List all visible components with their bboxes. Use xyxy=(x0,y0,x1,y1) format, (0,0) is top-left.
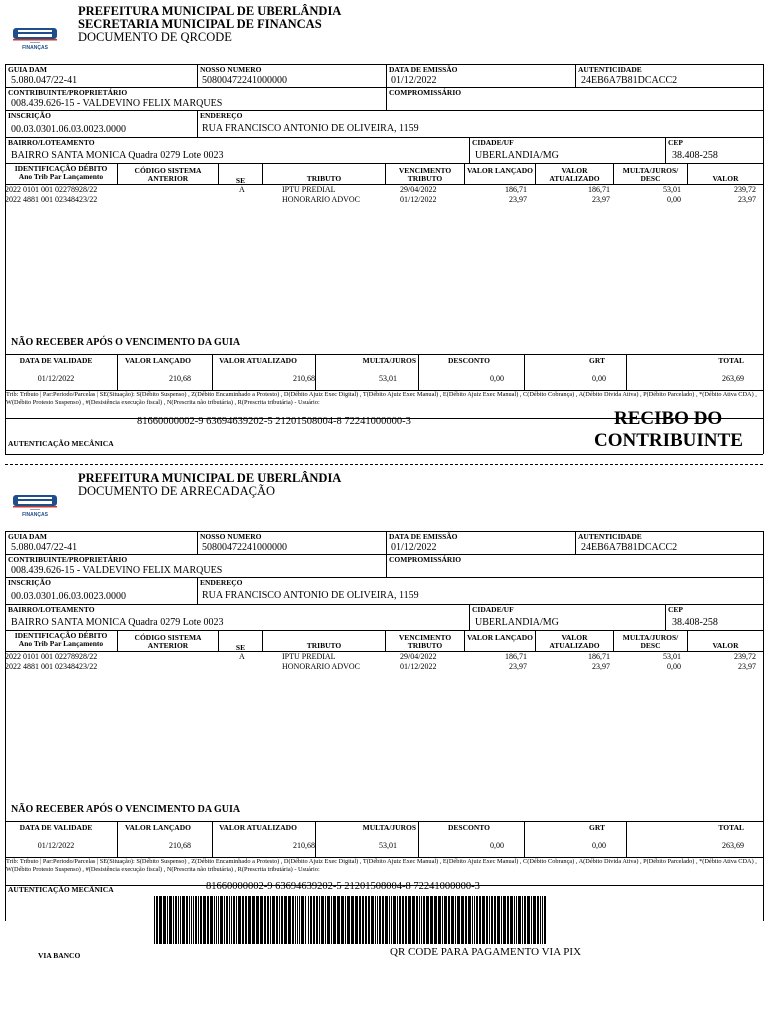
compromissario-label: COMPROMISSÁRIO xyxy=(389,88,462,97)
endereco-value: RUA FRANCISCO ANTONIO DE OLIVEIRA, 1159 xyxy=(202,590,419,601)
autenticidade-label: AUTENTICIDADE xyxy=(578,65,642,74)
th-total-atualizado: VALOR ATUALIZADO xyxy=(219,356,297,365)
guia-label: GUIA DAM xyxy=(8,532,47,541)
qr-caption: QR CODE PARA PAGAMENTO VIA PIX xyxy=(390,946,582,958)
total-data-validade: 01/12/2022 xyxy=(37,374,75,383)
emissao-value: 01/12/2022 xyxy=(391,542,437,553)
org-title: PREFEITURA MUNICIPAL DE UBERLÂNDIA xyxy=(78,471,342,485)
rule-line xyxy=(5,163,763,164)
column-line xyxy=(469,137,470,163)
uberlandia-logo xyxy=(12,27,58,51)
cidade-label: CIDADE/UF xyxy=(472,605,514,614)
row-vencimento: 01/12/2022 xyxy=(400,662,437,671)
row-valor: 239,72 xyxy=(734,652,756,661)
th-desconto: DESCONTO xyxy=(448,356,490,365)
legend-siglas: Trib: Tributo | Par:Periodo/Parcelas | SE(Situação): S(Débito Suspenso) , Z(Débito Encaminhado a Protesto) , D(Débito Ajuiz Exec Digital) , T(Débito Ajuiz Exec Manual) , E(Débito Ajuiz Exec Manual) , C(Débito Cobrança) , A(Débito Divida Ativa) , P(Débito Parcelado) , *(Débito Ativa CDA) , W(Débito Protesto Suspenso) , #(Desistência execução fiscal) , N(Prescrita não tributária) , R(Prescrita tributária) - Usuário: xyxy=(6,858,757,873)
autenticacao-mecanica: AUTENTICAÇÃO MECÂNICA xyxy=(8,885,114,894)
th-data-validade: DATA DE VALIDADE xyxy=(19,356,93,365)
guia-value: 5.080.047/22-41 xyxy=(11,542,78,553)
cep-label: CEP xyxy=(668,138,683,147)
row-vencimento: 29/04/2022 xyxy=(400,652,437,661)
th-identificacao: IDENTIFICAÇÃO DÉBITO xyxy=(14,631,108,640)
th-multa-juros: MULTA/JUROS/ DESC xyxy=(622,633,679,650)
rule-line xyxy=(5,137,763,138)
via-banco: VIA BANCO xyxy=(38,951,81,960)
nosso-numero-value: 50800472241000000 xyxy=(202,542,287,553)
row-tributo: HONORARIO ADVOC xyxy=(282,195,361,204)
total-grt: 0,00 xyxy=(592,374,606,383)
column-line xyxy=(386,87,387,110)
row-valor-atualizado: 186,71 xyxy=(588,185,610,194)
svg-text:FINANÇAS: FINANÇAS xyxy=(22,512,48,518)
th-identificacao: IDENTIFICAÇÃO DÉBITO xyxy=(14,164,108,173)
uberlandia-logo xyxy=(12,494,58,518)
row-identificacao: 2022 0101 001 02278928/22 xyxy=(5,185,98,194)
column-line xyxy=(197,531,198,554)
autenticidade-value: 24EB6A7B81DCACC2 xyxy=(581,75,678,86)
compromissario-label: COMPROMISSÁRIO xyxy=(389,555,462,564)
row-valor-lancado: 186,71 xyxy=(505,652,527,661)
row-vencimento: 29/04/2022 xyxy=(400,185,437,194)
recibo-subtitle: CONTRIBUINTE xyxy=(594,430,743,451)
total-geral: 263,69 xyxy=(722,374,744,383)
th-total-lancado: VALOR LANÇADO xyxy=(125,356,191,365)
contribuinte-value: 008.439.626-15 - VALDEVINO FELIX MARQUES xyxy=(11,98,223,109)
column-line xyxy=(197,64,198,87)
autenticidade-label: AUTENTICIDADE xyxy=(578,532,642,541)
emissao-label: DATA DE EMISSÃO xyxy=(389,532,458,541)
barcode xyxy=(154,896,548,944)
row-valor-atualizado: 186,71 xyxy=(588,652,610,661)
row-valor: 23,97 xyxy=(738,195,756,204)
th-total-atualizado: VALOR ATUALIZADO xyxy=(219,823,297,832)
row-valor-lancado: 23,97 xyxy=(509,662,527,671)
th-total-multa: MULTA/JUROS xyxy=(362,823,416,832)
th-total: TOTAL xyxy=(718,823,744,832)
row-multa-juros: 0,00 xyxy=(667,195,681,204)
inscricao-label: INSCRIÇÃO xyxy=(8,578,51,587)
emissao-value: 01/12/2022 xyxy=(391,75,437,86)
contribuinte-value: 008.439.626-15 - VALDEVINO FELIX MARQUES xyxy=(11,565,223,576)
endereco-label: ENDEREÇO xyxy=(200,111,243,120)
column-line xyxy=(386,554,387,577)
th-se: SE xyxy=(235,643,246,652)
row-valor: 23,97 xyxy=(738,662,756,671)
contribuinte-label: CONTRIBUINTE/PROPRIETÁRIO xyxy=(8,555,128,564)
column-line xyxy=(197,110,198,137)
column-line xyxy=(575,64,576,87)
linha-digitavel: 81660000002-9 63694639202-5 21201508004-8 72241000000-3 xyxy=(137,416,411,427)
cidade-value: UBERLANDIA/MG xyxy=(475,617,559,628)
row-valor-lancado: 23,97 xyxy=(509,195,527,204)
th-tributo: TRIBUTO xyxy=(306,174,342,183)
document-type: DOCUMENTO DE ARRECADAÇÃO xyxy=(78,484,276,498)
row-identificacao: 2022 4881 001 02348423/22 xyxy=(5,195,98,204)
th-valor-lancado: VALOR LANÇADO xyxy=(467,633,533,642)
row-multa-juros: 53,01 xyxy=(663,652,681,661)
row-valor-atualizado: 23,97 xyxy=(592,662,610,671)
nosso-numero-label: NOSSO NUMERO xyxy=(200,65,262,74)
th-vencimento: VENCIMENTO TRIBUTO xyxy=(398,633,452,650)
th-grt: GRT xyxy=(589,823,605,832)
th-tributo: TRIBUTO xyxy=(306,641,342,650)
row-tributo: IPTU PREDIAL xyxy=(282,185,336,194)
th-valor-lancado: VALOR LANÇADO xyxy=(467,166,533,175)
th-se: SE xyxy=(235,176,246,185)
row-identificacao: 2022 4881 001 02348423/22 xyxy=(5,662,98,671)
svg-text:FINANÇAS: FINANÇAS xyxy=(22,45,48,51)
total-data-validade: 01/12/2022 xyxy=(37,841,75,850)
logo-emblem xyxy=(12,494,58,518)
cidade-value: UBERLANDIA/MG xyxy=(475,150,559,161)
total-multa-juros: 53,01 xyxy=(379,841,397,850)
row-tributo: IPTU PREDIAL xyxy=(282,652,336,661)
cidade-label: CIDADE/UF xyxy=(472,138,514,147)
bairro-value: BAIRRO SANTA MONICA Quadra 0279 Lote 0023 xyxy=(11,150,224,161)
th-valor: VALOR xyxy=(712,174,739,183)
logo-emblem xyxy=(12,27,58,51)
th-multa-juros: MULTA/JUROS/ DESC xyxy=(622,166,679,183)
endereco-value: RUA FRANCISCO ANTONIO DE OLIVEIRA, 1159 xyxy=(202,123,419,134)
th-vencimento: VENCIMENTO TRIBUTO xyxy=(398,166,452,183)
total-valor-lancado: 210,68 xyxy=(169,841,191,850)
autenticidade-value: 24EB6A7B81DCACC2 xyxy=(581,542,678,553)
column-line xyxy=(386,64,387,87)
frame-top xyxy=(5,64,763,65)
total-desconto: 0,00 xyxy=(490,374,504,383)
rule-line xyxy=(5,354,763,355)
row-multa-juros: 53,01 xyxy=(663,185,681,194)
th-grt: GRT xyxy=(589,356,605,365)
rule-line xyxy=(5,110,763,111)
inscricao-label: INSCRIÇÃO xyxy=(8,111,51,120)
rule-line xyxy=(5,577,763,578)
row-se: A xyxy=(239,185,245,194)
th-data-validade: DATA DE VALIDADE xyxy=(19,823,93,832)
rule-line xyxy=(5,630,763,631)
column-line xyxy=(197,577,198,604)
cep-value: 38.408-258 xyxy=(672,617,718,628)
rule-line xyxy=(5,604,763,605)
bairro-label: BAIRRO/LOTEAMENTO xyxy=(8,138,95,147)
endereco-label: ENDEREÇO xyxy=(200,578,243,587)
autenticacao-mecanica: AUTENTICAÇÃO MECÂNICA xyxy=(8,439,114,448)
row-multa-juros: 0,00 xyxy=(667,662,681,671)
th-codigo-sistema: CÓDIGO SISTEMA ANTERIOR xyxy=(134,633,202,650)
th-total-multa: MULTA/JUROS xyxy=(362,356,416,365)
column-line xyxy=(763,531,764,921)
column-line xyxy=(575,531,576,554)
th-valor-atualizado: VALOR ATUALIZADO xyxy=(549,633,600,650)
barcode-bars xyxy=(154,896,548,944)
warning-nao-receber: NÃO RECEBER APÓS O VENCIMENTO DA GUIA xyxy=(11,337,241,348)
rule-line xyxy=(5,821,763,822)
column-line xyxy=(665,604,666,630)
total-valor-lancado: 210,68 xyxy=(169,374,191,383)
th-desconto: DESCONTO xyxy=(448,823,490,832)
frame-top xyxy=(5,531,763,532)
guia-label: GUIA DAM xyxy=(8,65,47,74)
inscricao-value: 00.03.0301.06.03.0023.0000 xyxy=(11,591,126,602)
emissao-label: DATA DE EMISSÃO xyxy=(389,65,458,74)
legend-siglas: Trib: Tributo | Par:Periodo/Parcelas | SE(Situação): S(Débito Suspenso) , Z(Débito Encaminhado a Protesto) , D(Débito Ajuiz Exec Digital) , T(Débito Ajuiz Exec Manual) , E(Débito Ajuiz Exec Manual) , C(Débito Cobrança) , A(Débito Divida Ativa) , P(Débito Parcelado) , *(Débito Ativa CDA) , W(Débito Protesto Suspenso) , #(Desistência execução fiscal) , N(Prescrita não tributária) , R(Prescrita tributária) - Usuário: xyxy=(6,391,757,406)
nosso-numero-value: 50800472241000000 xyxy=(202,75,287,86)
total-valor-atualizado: 210,68 xyxy=(293,841,315,850)
total-valor-atualizado: 210,68 xyxy=(293,374,315,383)
cut-line xyxy=(5,464,763,465)
cep-value: 38.408-258 xyxy=(672,150,718,161)
contribuinte-label: CONTRIBUINTE/PROPRIETÁRIO xyxy=(8,88,128,97)
total-grt: 0,00 xyxy=(592,841,606,850)
document-type: DOCUMENTO DE QRCODE xyxy=(78,30,232,44)
warning-nao-receber: NÃO RECEBER APÓS O VENCIMENTO DA GUIA xyxy=(11,804,241,815)
th-codigo-sistema: CÓDIGO SISTEMA ANTERIOR xyxy=(134,166,202,183)
th-total: TOTAL xyxy=(718,356,744,365)
linha-digitavel: 81660000002-9 63694639202-5 21201508004-8 72241000000-3 xyxy=(206,881,480,892)
row-valor-atualizado: 23,97 xyxy=(592,195,610,204)
th-valor-atualizado: VALOR ATUALIZADO xyxy=(549,166,600,183)
total-geral: 263,69 xyxy=(722,841,744,850)
nosso-numero-label: NOSSO NUMERO xyxy=(200,532,262,541)
th-ano-trib: Ano Trib Par Lançamento xyxy=(18,639,104,648)
bairro-value: BAIRRO SANTA MONICA Quadra 0279 Lote 0023 xyxy=(11,617,224,628)
row-vencimento: 01/12/2022 xyxy=(400,195,437,204)
th-total-lancado: VALOR LANÇADO xyxy=(125,823,191,832)
column-line xyxy=(469,604,470,630)
org-subtitle: SECRETARIA MUNICIPAL DE FINANCAS xyxy=(78,17,322,31)
column-line xyxy=(763,64,764,454)
org-title: PREFEITURA MUNICIPAL DE UBERLÂNDIA xyxy=(78,4,342,18)
recibo-title: RECIBO DO xyxy=(614,408,723,429)
column-line xyxy=(386,531,387,554)
row-valor-lancado: 186,71 xyxy=(505,185,527,194)
row-se: A xyxy=(239,652,245,661)
row-identificacao: 2022 0101 001 02278928/22 xyxy=(5,652,98,661)
total-multa-juros: 53,01 xyxy=(379,374,397,383)
cep-label: CEP xyxy=(668,605,683,614)
frame-bottom xyxy=(5,454,763,455)
inscricao-value: 00.03.0301.06.03.0023.0000 xyxy=(11,124,126,135)
total-desconto: 0,00 xyxy=(490,841,504,850)
bairro-label: BAIRRO/LOTEAMENTO xyxy=(8,605,95,614)
row-valor: 239,72 xyxy=(734,185,756,194)
th-valor: VALOR xyxy=(712,641,739,650)
th-ano-trib: Ano Trib Par Lançamento xyxy=(18,172,104,181)
row-tributo: HONORARIO ADVOC xyxy=(282,662,361,671)
guia-value: 5.080.047/22-41 xyxy=(11,75,78,86)
column-line xyxy=(665,137,666,163)
